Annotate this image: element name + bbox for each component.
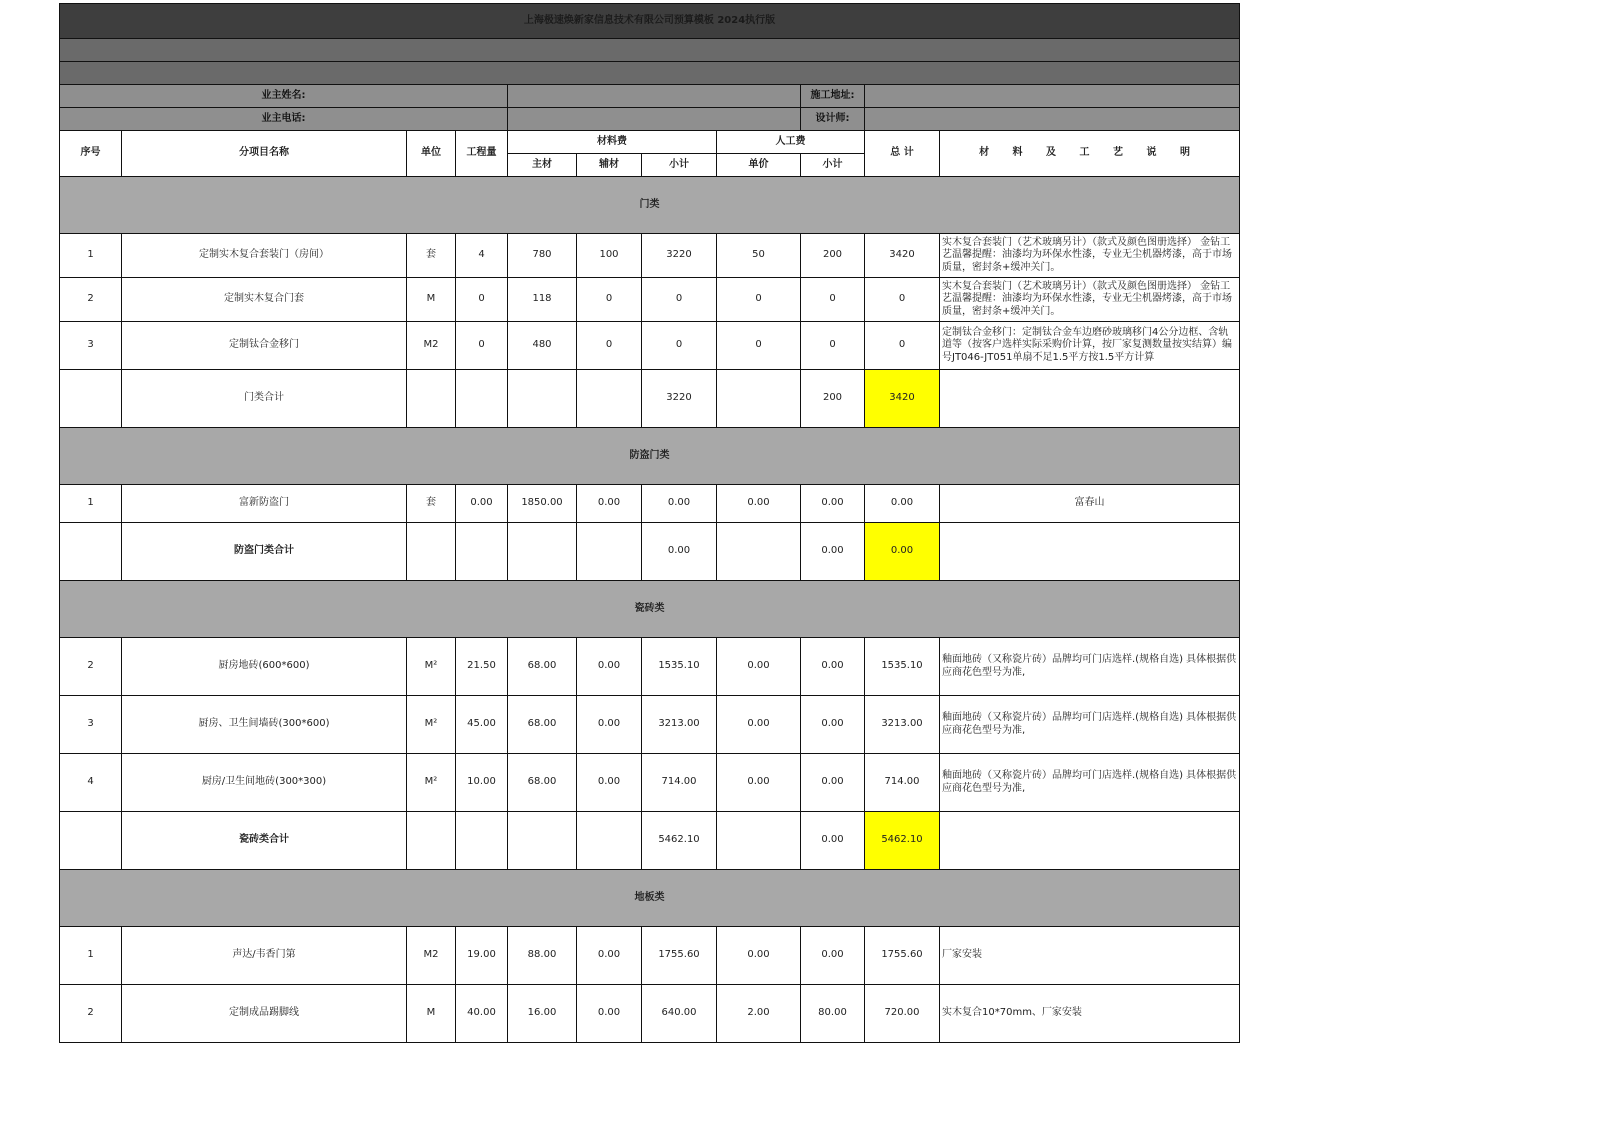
cell-notes: 釉面地砖（又称瓷片砖）品牌均可门店选样.(规格自选) 具体根据供应商花色型号为准, — [940, 638, 1240, 696]
cell-main: 780 — [508, 234, 577, 278]
cell-labor-subtotal: 0.00 — [801, 754, 865, 812]
subtotal-notes — [940, 370, 1240, 428]
cell-seq: 3 — [60, 322, 122, 370]
cell-labor-subtotal: 200 — [801, 234, 865, 278]
header-aux: 辅材 — [577, 154, 642, 177]
header-notes: 材 料 及 工 艺 说 明 — [940, 131, 1240, 177]
subtotal-aux — [577, 812, 642, 870]
cell-unit: M2 — [407, 322, 456, 370]
subtotal-unit — [407, 812, 456, 870]
section-header: 防盗门类 — [60, 428, 1240, 485]
cell-main: 68.00 — [508, 638, 577, 696]
cell-unit: M² — [407, 696, 456, 754]
cell-aux: 0 — [577, 278, 642, 322]
subtotal-labor-price — [717, 523, 801, 581]
owner-phone-field[interactable] — [508, 108, 801, 131]
cell-total: 720.00 — [865, 985, 940, 1043]
owner-phone-label: 业主电话: — [60, 108, 508, 131]
subtotal-seq — [60, 370, 122, 428]
designer-field[interactable] — [865, 108, 1240, 131]
subtotal-total: 3420 — [865, 370, 940, 428]
cell-total: 3420 — [865, 234, 940, 278]
cell-item: 定制钛合金移门 — [122, 322, 407, 370]
subtotal-seq — [60, 812, 122, 870]
cell-qty: 0.00 — [456, 485, 508, 523]
cell-seq: 4 — [60, 754, 122, 812]
subtotal-aux — [577, 523, 642, 581]
subtotal-aux — [577, 370, 642, 428]
cell-mat-subtotal: 0 — [642, 322, 717, 370]
subtotal-labor-subtotal: 0.00 — [801, 523, 865, 581]
header-material: 材料费 — [508, 131, 717, 154]
subtotal-qty — [456, 812, 508, 870]
header-total: 总 计 — [865, 131, 940, 177]
subtotal-row — [60, 523, 1240, 581]
cell-labor-price: 2.00 — [717, 985, 801, 1043]
subtotal-total: 5462.10 — [865, 812, 940, 870]
subtotal-row — [60, 370, 1240, 428]
cell-mat-subtotal: 714.00 — [642, 754, 717, 812]
table-row — [60, 927, 1240, 985]
cell-labor-price: 0 — [717, 278, 801, 322]
cell-mat-subtotal: 640.00 — [642, 985, 717, 1043]
section-header: 瓷砖类 — [60, 581, 1240, 638]
cell-qty: 0 — [456, 322, 508, 370]
header-labor-price: 单价 — [717, 154, 801, 177]
cell-total: 0.00 — [865, 485, 940, 523]
cell-main: 480 — [508, 322, 577, 370]
table-row — [60, 234, 1240, 278]
cell-item: 厨房/卫生间地砖(300*300) — [122, 754, 407, 812]
cell-aux: 0.00 — [577, 696, 642, 754]
table-row — [60, 322, 1240, 370]
subtotal-labor-price — [717, 812, 801, 870]
cell-aux: 0.00 — [577, 985, 642, 1043]
subtotal-labor-subtotal: 200 — [801, 370, 865, 428]
header-item: 分项目名称 — [122, 131, 407, 177]
cell-seq: 1 — [60, 927, 122, 985]
subtotal-mat-subtotal: 3220 — [642, 370, 717, 428]
subtotal-item: 门类合计 — [122, 370, 407, 428]
subtotal-notes — [940, 523, 1240, 581]
cell-item: 定制实木复合门套 — [122, 278, 407, 322]
cell-mat-subtotal: 0.00 — [642, 485, 717, 523]
subtotal-labor-subtotal: 0.00 — [801, 812, 865, 870]
cell-labor-price: 0.00 — [717, 927, 801, 985]
subtotal-notes — [940, 812, 1240, 870]
cell-qty: 10.00 — [456, 754, 508, 812]
cell-mat-subtotal: 1755.60 — [642, 927, 717, 985]
subtotal-main — [508, 812, 577, 870]
table-row — [60, 985, 1240, 1043]
cell-notes: 富春山 — [940, 485, 1240, 523]
cell-seq: 3 — [60, 696, 122, 754]
cell-labor-subtotal: 0.00 — [801, 638, 865, 696]
cell-main: 68.00 — [508, 696, 577, 754]
cell-unit: M² — [407, 754, 456, 812]
subtotal-mat-subtotal: 0.00 — [642, 523, 717, 581]
header-labor-subtotal: 小计 — [801, 154, 865, 177]
cell-mat-subtotal: 3213.00 — [642, 696, 717, 754]
subtotal-item: 瓷砖类合计 — [122, 812, 407, 870]
cell-aux: 0 — [577, 322, 642, 370]
cell-total: 1535.10 — [865, 638, 940, 696]
cell-mat-subtotal: 0 — [642, 278, 717, 322]
subtotal-labor-price — [717, 370, 801, 428]
cell-labor-subtotal: 0 — [801, 278, 865, 322]
cell-seq: 2 — [60, 638, 122, 696]
cell-item: 声达/韦香门第 — [122, 927, 407, 985]
header-unit: 单位 — [407, 131, 456, 177]
section-header: 地板类 — [60, 870, 1240, 927]
cell-seq: 2 — [60, 985, 122, 1043]
subtotal-main — [508, 370, 577, 428]
header-mat-subtotal: 小计 — [642, 154, 717, 177]
cell-aux: 0.00 — [577, 638, 642, 696]
owner-name-field[interactable] — [508, 85, 801, 108]
cell-unit: M — [407, 985, 456, 1043]
cell-labor-price: 50 — [717, 234, 801, 278]
header-labor: 人工费 — [717, 131, 865, 154]
cell-notes: 实木复合套装门（艺术玻璃另计）（款式及颜色图册选择） 金钻工艺温馨提醒：油漆均为环保水性漆，专业无尘机器烤漆，高于市场质量，密封条+缓冲关门。 — [940, 234, 1240, 278]
cell-labor-subtotal: 0.00 — [801, 696, 865, 754]
table-row — [60, 754, 1240, 812]
owner-name-label: 业主姓名: — [60, 85, 508, 108]
cell-item: 定制实木复合套装门（房间） — [122, 234, 407, 278]
cell-qty: 0 — [456, 278, 508, 322]
cell-notes: 定制钛合金移门：定制钛合金车边磨砂玻璃移门4公分边框、含轨道等（按客户选样实际采购价计算，按厂家复测数量按实结算）编号JT046-JT051单扇不足1.5平方按1.5平方计算 — [940, 322, 1240, 370]
cell-unit: M² — [407, 638, 456, 696]
header-main: 主材 — [508, 154, 577, 177]
cell-notes: 实木复合10*70mm、厂家安装 — [940, 985, 1240, 1043]
cell-mat-subtotal: 1535.10 — [642, 638, 717, 696]
cell-labor-subtotal: 0.00 — [801, 485, 865, 523]
cell-total: 0 — [865, 278, 940, 322]
cell-aux: 100 — [577, 234, 642, 278]
subtotal-total: 0.00 — [865, 523, 940, 581]
subtotal-main — [508, 523, 577, 581]
cell-labor-subtotal: 0.00 — [801, 927, 865, 985]
cell-labor-price: 0 — [717, 322, 801, 370]
sheet-title: 上海极速焕新家信息技术有限公司预算模板 2024执行版 — [60, 4, 1240, 39]
cell-seq: 1 — [60, 234, 122, 278]
subtotal-unit — [407, 523, 456, 581]
cell-total: 0 — [865, 322, 940, 370]
cell-aux: 0.00 — [577, 485, 642, 523]
cell-main: 1850.00 — [508, 485, 577, 523]
subtotal-seq — [60, 523, 122, 581]
table-row — [60, 485, 1240, 523]
cell-main: 16.00 — [508, 985, 577, 1043]
cell-notes: 厂家安装 — [940, 927, 1240, 985]
cell-labor-price: 0.00 — [717, 638, 801, 696]
cell-main: 68.00 — [508, 754, 577, 812]
cell-total: 1755.60 — [865, 927, 940, 985]
address-field[interactable] — [865, 85, 1240, 108]
address-label: 施工地址: — [801, 85, 865, 108]
cell-notes: 釉面地砖（又称瓷片砖）品牌均可门店选样.(规格自选) 具体根据供应商花色型号为准, — [940, 696, 1240, 754]
cell-labor-price: 0.00 — [717, 696, 801, 754]
cell-notes: 实木复合套装门（艺术玻璃另计）（款式及颜色图册选择） 金钻工艺温馨提醒：油漆均为环保水性漆，专业无尘机器烤漆，高于市场质量，密封条+缓冲关门。 — [940, 278, 1240, 322]
budget-sheet — [59, 3, 1240, 1043]
cell-labor-price: 0.00 — [717, 485, 801, 523]
subtotal-unit — [407, 370, 456, 428]
cell-item: 定制成品踢脚线 — [122, 985, 407, 1043]
cell-seq: 1 — [60, 485, 122, 523]
cell-qty: 45.00 — [456, 696, 508, 754]
cell-qty: 21.50 — [456, 638, 508, 696]
table-row — [60, 638, 1240, 696]
cell-main: 118 — [508, 278, 577, 322]
header-qty: 工程量 — [456, 131, 508, 177]
subtotal-mat-subtotal: 5462.10 — [642, 812, 717, 870]
subtotal-item: 防盗门类合计 — [122, 523, 407, 581]
cell-unit: 套 — [407, 485, 456, 523]
cell-notes: 釉面地砖（又称瓷片砖）品牌均可门店选样.(规格自选) 具体根据供应商花色型号为准, — [940, 754, 1240, 812]
cell-labor-price: 0.00 — [717, 754, 801, 812]
cell-unit: 套 — [407, 234, 456, 278]
table-row — [60, 696, 1240, 754]
cell-main: 88.00 — [508, 927, 577, 985]
cell-total: 714.00 — [865, 754, 940, 812]
subtotal-row — [60, 812, 1240, 870]
cell-labor-subtotal: 80.00 — [801, 985, 865, 1043]
subtotal-qty — [456, 523, 508, 581]
cell-qty: 19.00 — [456, 927, 508, 985]
cell-total: 3213.00 — [865, 696, 940, 754]
subtotal-qty — [456, 370, 508, 428]
cell-unit: M2 — [407, 927, 456, 985]
blank-band — [60, 62, 1240, 85]
cell-mat-subtotal: 3220 — [642, 234, 717, 278]
section-header: 门类 — [60, 177, 1240, 234]
cell-labor-subtotal: 0 — [801, 322, 865, 370]
cell-qty: 40.00 — [456, 985, 508, 1043]
cell-item: 厨房地砖(600*600) — [122, 638, 407, 696]
cell-item: 富新防盗门 — [122, 485, 407, 523]
cell-aux: 0.00 — [577, 927, 642, 985]
cell-qty: 4 — [456, 234, 508, 278]
designer-label: 设计师: — [801, 108, 865, 131]
cell-aux: 0.00 — [577, 754, 642, 812]
blank-band — [60, 39, 1240, 62]
cell-seq: 2 — [60, 278, 122, 322]
cell-unit: M — [407, 278, 456, 322]
table-row — [60, 278, 1240, 322]
header-seq: 序号 — [60, 131, 122, 177]
cell-item: 厨房、卫生间墙砖(300*600) — [122, 696, 407, 754]
